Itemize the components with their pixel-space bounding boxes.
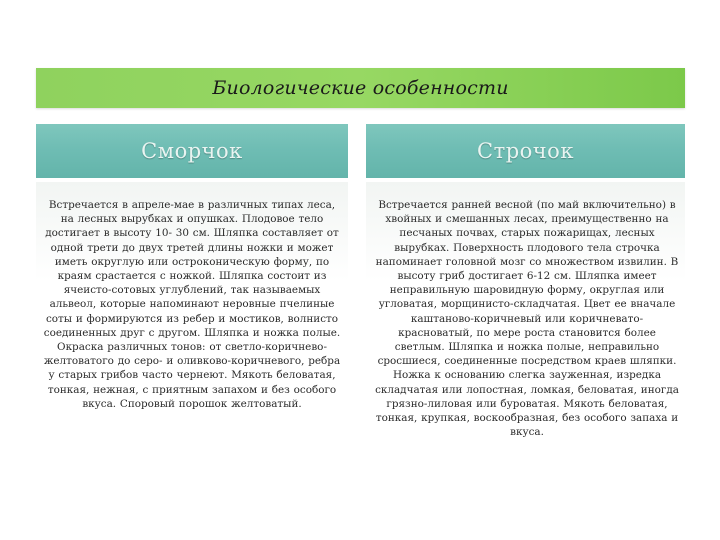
title-band: [36, 68, 685, 108]
column-header-false-morel: [366, 124, 685, 178]
column-text-false-morel: Встречается ранней весной (по май включительно) в хвойных и смешанных лесах, преимущественно на песчаных почвах, старых пожарищах, лесных вырубках. Поверхность плодового тела строчка напоминает головной мозг со множеством извилин. В высоту гриб достигает 6-12 см. Шляпка имеет неправильную шаровидную форму, округлая или угловатая, морщинисто-складчатая. Цвет ее вначале каштаново-коричневый или коричневато-красноватый, по мере роста становится более светлым. Шляпка и ножка полые, неправильно сросшиеся, соединенные посредством краев шляпки. Ножка к основанию слегка зауженная, изредка складчатая или лопостная, ломкая, беловатая, иногда грязно-лиловая или буроватая. Мякоть беловатая, тонкая, крупкая, воскообразная, без особого запаха и вкуса.: [375, 199, 679, 439]
column-header-label-false-morel: Строчок: [477, 139, 574, 163]
slide-title: Биологические особенности: [212, 77, 509, 99]
column-text-morel: Встречается в апреле-мае в различных типах леса, на лесных вырубках и опушках. Плодовое тело достигает в высоту 10- 30 см. Шляпка составляет от одной трети до двух третей длины ножки и может иметь округлую или остроконическую форму, по краям срастается с ножкой. Шляпка состоит из ячеисто-сотовых углублений, так называемых альвеол, которые напоминают неровные пчелиные соты и формируются из ребер и мостиков, волнисто соединенных друг с другом. Шляпка и ножка полые. Окраска различных тонов: от светло-коричнево-желтоватого до серо- и оливково-коричневого, ребра у старых грибов часто чернеют. Мякоть беловатая, тонкая, нежная, с приятным запахом и без особого вкуса. Споровый порошок желтоватый.: [43, 199, 341, 410]
column-body-morel: [36, 182, 348, 512]
column-header-label-morel: Сморчок: [141, 139, 243, 163]
column-body-false-morel: [366, 182, 685, 512]
column-header-morel: [36, 124, 348, 178]
